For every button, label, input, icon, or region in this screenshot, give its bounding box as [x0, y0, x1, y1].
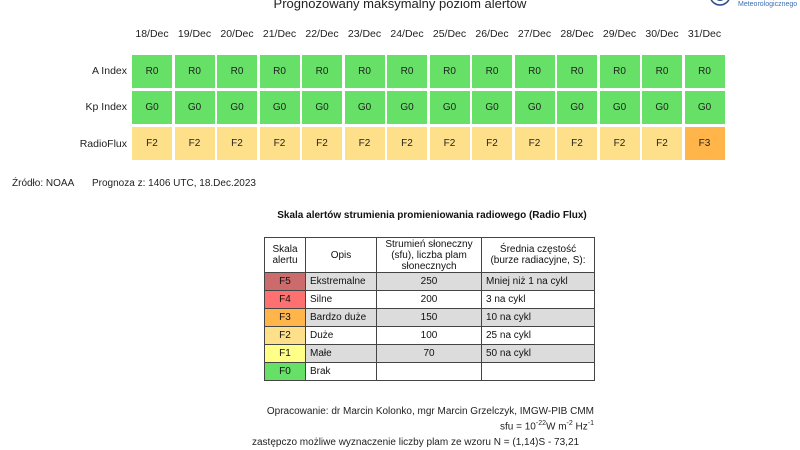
scale-cell-freq: 10 na cykl — [482, 309, 595, 327]
org-text: Meteorologicznego — [738, 1, 798, 8]
forecast-cell: R0 — [345, 55, 385, 88]
forecast-cell: R0 — [642, 55, 682, 88]
forecast-cell: F2 — [260, 127, 300, 160]
forecast-cell: G0 — [685, 91, 725, 124]
scale-cell-flux: 200 — [377, 291, 482, 309]
forecast-cell: F2 — [600, 127, 640, 160]
scale-cell-desc: Małe — [306, 345, 377, 363]
forecast-cell: F2 — [472, 127, 512, 160]
date-header: 18/Dec — [135, 28, 169, 40]
forecast-cell: R0 — [430, 55, 470, 88]
forecast-cell: G0 — [642, 91, 682, 124]
forecast-cell: F2 — [642, 127, 682, 160]
forecast-cell: G0 — [132, 91, 172, 124]
header-level: Skala alertu — [265, 238, 306, 273]
scale-row — [265, 363, 595, 381]
forecast-cell: G0 — [175, 91, 215, 124]
row-label-a-index: A Index — [91, 65, 127, 77]
header-freq: Średnia częstość (burze radiacyjne, S): — [482, 238, 595, 273]
date-header: 28/Dec — [560, 28, 594, 40]
scale-row — [265, 309, 595, 327]
forecast-cell: F2 — [175, 127, 215, 160]
scale-cell-level: F4 — [265, 291, 306, 309]
a-index-row — [132, 55, 725, 88]
forecast-cell: F2 — [132, 127, 172, 160]
forecast-cell: F2 — [515, 127, 555, 160]
scale-header-row — [265, 238, 595, 273]
scale-row — [265, 273, 595, 291]
forecast-cell: F2 — [302, 127, 342, 160]
credits-authors: Opracowanie: dr Marcin Kolonko, mgr Marcin Grzelczyk, IMGW-PIB CMM — [266, 406, 594, 417]
credits — [264, 406, 594, 433]
scale-cell-flux: 250 — [377, 273, 482, 291]
imgw-logo-icon — [708, 0, 732, 8]
source-label: Źródło: NOAA — [12, 178, 75, 189]
scale-cell-freq: 3 na cykl — [482, 291, 595, 309]
date-header: 22/Dec — [305, 28, 339, 40]
forecast-cell: G0 — [472, 91, 512, 124]
scale-row — [265, 291, 595, 309]
scale-cell-freq: 25 na cykl — [482, 327, 595, 345]
date-header: 24/Dec — [390, 28, 424, 40]
forecast-cell: F2 — [557, 127, 597, 160]
date-header: 31/Dec — [687, 28, 722, 40]
forecast-cell: R0 — [472, 55, 512, 88]
forecast-cell: F2 — [430, 127, 470, 160]
sfu-definition: sfu = $10^{-22}W$ $m^{-2}$ $Hz^{-1}$ — [500, 420, 594, 433]
page-title: Prognozowany maksymalny poziom alertów — [273, 0, 527, 11]
scale-cell-desc: Duże — [306, 327, 377, 345]
forecast-cell: R0 — [557, 55, 597, 88]
forecast-cell: R0 — [132, 55, 172, 88]
scale-cell-flux: 150 — [377, 309, 482, 327]
row-label-radioflux: RadioFlux — [79, 138, 127, 150]
header-desc: Opis — [306, 238, 377, 273]
date-header: 19/Dec — [177, 28, 212, 40]
forecast-cell: R0 — [175, 55, 215, 88]
forecast-cell: F2 — [345, 127, 385, 160]
scale-cell-flux — [377, 363, 482, 381]
forecast-cell: G0 — [430, 91, 470, 124]
forecast-cell: R0 — [685, 55, 725, 88]
forecast-cell: G0 — [557, 91, 597, 124]
forecast-cell: R0 — [260, 55, 300, 88]
forecast-cell: F2 — [387, 127, 427, 160]
forecast-timestamp: Prognoza z: 1406 UTC, 18.Dec.2023 — [92, 178, 256, 189]
forecast-cell: F3 — [685, 127, 725, 160]
scale-cell-flux: 70 — [377, 345, 482, 363]
scale-cell-flux: 100 — [377, 327, 482, 345]
scale-cell-freq: Mniej niż 1 na cykl — [482, 273, 595, 291]
forecast-cell: R0 — [302, 55, 342, 88]
forecast-cell: G0 — [217, 91, 257, 124]
scale-cell-level: F3 — [265, 309, 306, 327]
date-header: 30/Dec — [645, 28, 679, 40]
date-header: 29/Dec — [602, 28, 637, 40]
scale-title: Skala alertów strumienia promieniowania radiowego (Radio Flux) — [277, 210, 587, 221]
date-header: 26/Dec — [475, 28, 509, 40]
date-header: 20/Dec — [220, 28, 254, 40]
forecast-cell: G0 — [260, 91, 300, 124]
forecast-cell: G0 — [387, 91, 427, 124]
scale-cell-freq: 50 na cykl — [482, 345, 595, 363]
scale-cell-desc: Ekstremalne — [306, 273, 377, 291]
forecast-cell: R0 — [515, 55, 555, 88]
scale-cell-level: F5 — [265, 273, 306, 291]
scale-cell-level: F2 — [265, 327, 306, 345]
date-header: 23/Dec — [347, 28, 382, 40]
forecast-cell: F2 — [217, 127, 257, 160]
radioflux-row — [132, 127, 725, 160]
scale-cell-desc: Bardzo duże — [306, 309, 377, 327]
row-label-kp-index: Kp Index — [85, 101, 127, 113]
scale-row — [265, 327, 595, 345]
date-header: 27/Dec — [517, 28, 552, 40]
forecast-cell: G0 — [345, 91, 385, 124]
sunspot-formula: zastępczo możliwe wyznaczenie liczby plam ze wzoru N = (1,14)S - 73,21 — [252, 437, 580, 448]
header-flux: Strumień słoneczny (sfu), liczba plam słonecznych — [377, 238, 482, 273]
forecast-cell: R0 — [600, 55, 640, 88]
alert-scale-table — [264, 237, 595, 381]
forecast-cell: G0 — [302, 91, 342, 124]
scale-row — [265, 345, 595, 363]
forecast-cell: G0 — [515, 91, 555, 124]
kp-index-row — [132, 91, 725, 124]
scale-cell-desc: Silne — [306, 291, 377, 309]
forecast-cell: R0 — [387, 55, 427, 88]
scale-cell-freq — [482, 363, 595, 381]
forecast-cell: G0 — [600, 91, 640, 124]
scale-cell-level: F0 — [265, 363, 306, 381]
date-header-row — [132, 28, 725, 40]
scale-cell-level: F1 — [265, 345, 306, 363]
date-header: 21/Dec — [262, 28, 297, 40]
scale-cell-desc: Brak — [306, 363, 377, 381]
forecast-cell: R0 — [217, 55, 257, 88]
date-header: 25/Dec — [432, 28, 467, 40]
